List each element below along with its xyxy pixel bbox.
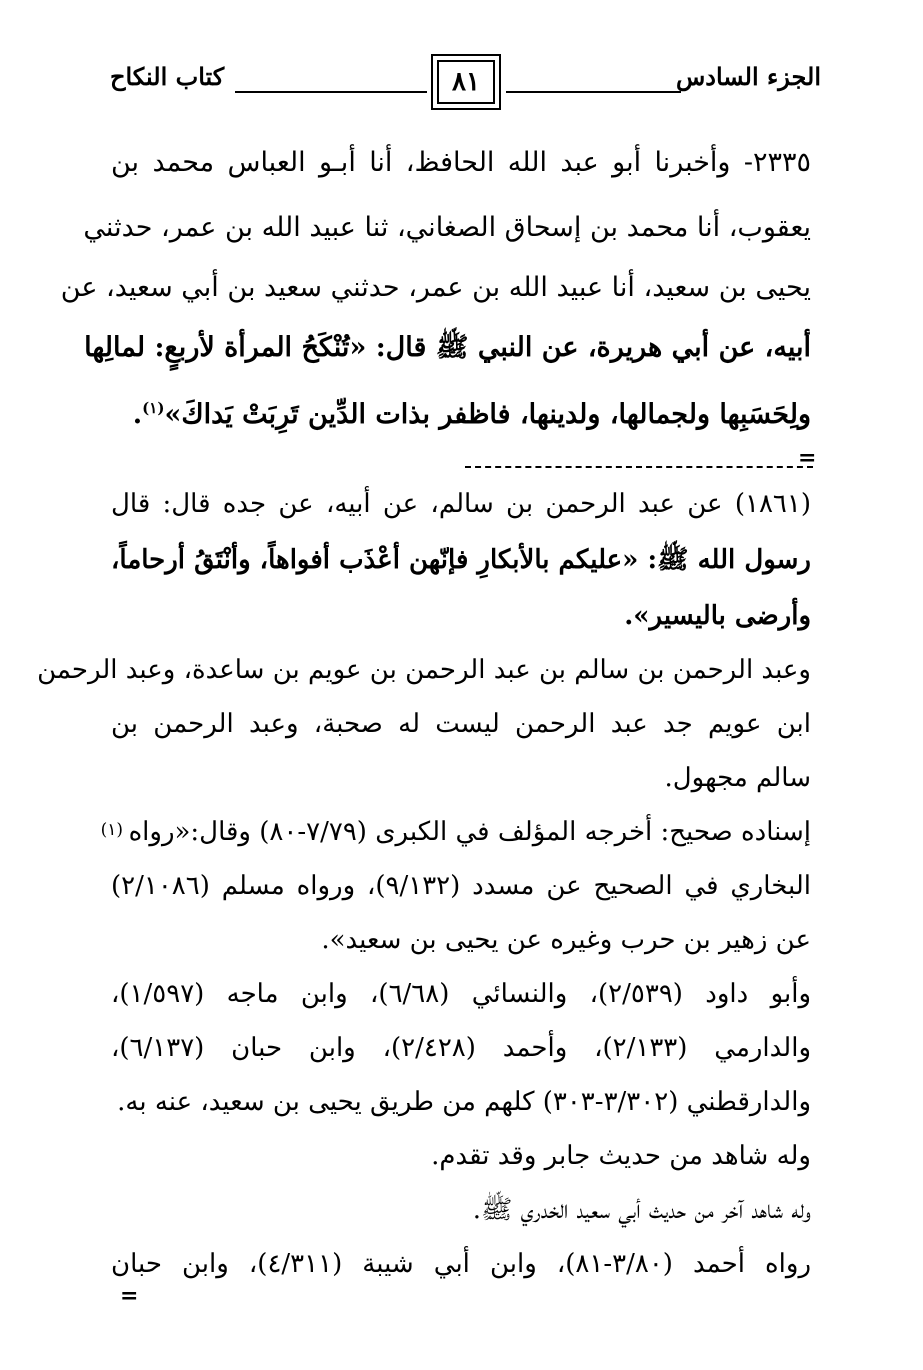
section-divider <box>465 466 813 468</box>
commentary-line: ابن عويم جد عبد الرحمن ليست له صحبة، وعبد الرحمن بن <box>111 709 811 739</box>
main-line-last: ولِحَسَبِها ولجمالها، ولدينها، فاظفر بذات الدِّين تَرِبَتْ يَداكَ»$^{(١)}$. <box>132 399 811 430</box>
footnote-line: وله شاهد آخر من حديث أبي سعيد الخدري ﷺ. <box>472 1195 811 1225</box>
main-line-text: ولِحَسَبِها ولجمالها، ولدينها، فاظفر بذات الدِّين تَرِبَتْ يَداكَ» <box>164 399 811 430</box>
footnote-line: عن زهير بن حرب وغيره عن يحيى بن سعيد». <box>321 925 811 955</box>
commentary-line: وأرضى باليسير». <box>624 601 811 631</box>
footnote-ref: (١) <box>142 399 165 417</box>
continuation-mark-top: = <box>798 445 817 471</box>
footnote-line: والدارقطني (٣/٣٠٢-٣٠٣) كلهم من طريق يحيى بن سعيد، عنه به. <box>117 1087 811 1117</box>
header-book-title: كتاب النكاح <box>110 62 225 91</box>
page-number: ٨١ <box>437 60 495 104</box>
header-rule-right <box>506 91 681 93</box>
footnote-line: وأبو داود (٢/٥٣٩)، والنسائي (٦/٦٨)، وابن ماجه (١/٥٩٧)، <box>111 979 812 1009</box>
footnote-line: رواه أحمد (٣/٨٠-٨١)، وابن أبي شيبة (٤/٣١١)، وابن حبان <box>111 1249 812 1279</box>
main-line: ٢٣٣٥- وأخبرنا أبو عبد الله الحافظ، أنا أبـو العباس محمد بن <box>111 147 811 178</box>
footnote-line: إسناده صحيح: أخرجه المؤلف في الكبرى (٧/٧٩-٨٠) وقال:«رواه <box>128 817 811 847</box>
commentary-line: (١٨٦١) عن عبد الرحمن بن سالم، عن أبيه، عن جده قال: قال <box>111 489 811 519</box>
main-line: أبيه، عن أبي هريرة، عن النبي ﷺ قال: «تُنْكَحُ المرأة لأربعٍ: لمالِها <box>84 332 811 363</box>
footnote-line: وله شاهد من حديث جابر وقد تقدم. <box>431 1141 811 1171</box>
main-line: يعقوب، أنا محمد بن إسحاق الصغاني، ثنا عبيد الله بن عمر، حدثني <box>83 212 811 243</box>
footnote-line: والدارمي (٢/١٣٣)، وأحمد (٢/٤٢٨)، وابن حبان (٦/١٣٧)، <box>111 1033 811 1063</box>
footnote-marker: (١) <box>100 820 123 840</box>
commentary-line: رسول الله ﷺ: «عليكم بالأبكارِ فإنّهن أعْذَب أفواهاً، وأنْتَقُ أرحاماً، <box>111 545 811 575</box>
header-part-title: الجزء السادس <box>675 62 821 91</box>
continuation-mark-bottom: = <box>120 1283 139 1309</box>
header-rule-left <box>235 91 427 93</box>
footnote-line: البخاري في الصحيح عن مسدد (٩/١٣٢)، ورواه مسلم (٢/١٠٨٦) <box>111 871 811 901</box>
commentary-line: وعبد الرحمن بن سالم بن عبد الرحمن بن عويم بن ساعدة، وعبد الرحمن <box>37 655 811 685</box>
commentary-line: سالم مجهول. <box>664 763 811 793</box>
main-line: يحيى بن سعيد، أنا عبيد الله بن عمر، حدثني سعيد بن أبي سعيد، عن <box>60 272 811 303</box>
